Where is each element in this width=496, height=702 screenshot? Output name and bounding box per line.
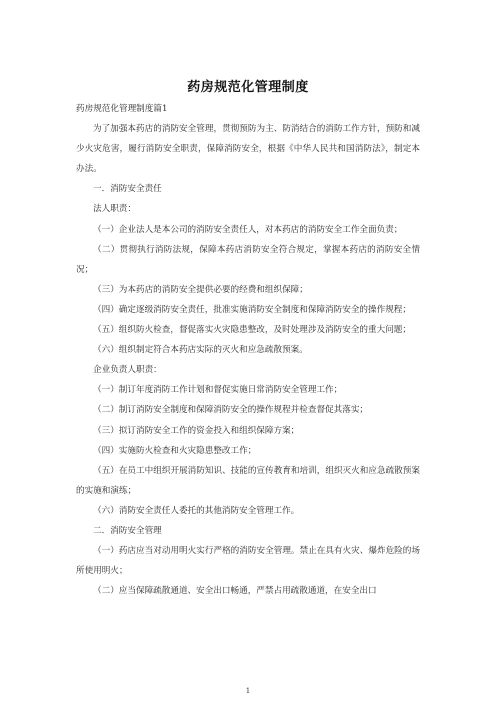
paragraph: 为了加强本药店的消防安全管理，贯彻预防为主、防消结合的消防工作方针，预防和减少火灾危害，履行消防安全职责，保障消防安全，根据《中华人民共和国消防法》，制定本办法。 — [76, 124, 420, 175]
paragraph: 二．消防安全管理 — [93, 525, 162, 536]
paragraph: （一）制订年度消防工作计划和督促实施日常消防安全管理工作； — [93, 385, 343, 396]
paragraph: （六）组织制定符合本药店实际的灭火和应急疏散预案。 — [93, 345, 308, 356]
paragraph: （五）组织防火检查，督促落实火灾隐患整改，及时处理涉及消防安全的重大问题； — [93, 325, 411, 336]
document-title: 药房规范化管理制度 — [187, 80, 309, 95]
paragraph: 企业负责人职责： — [93, 365, 162, 376]
paragraph: 药房规范化管理制度篇1 — [76, 104, 168, 114]
paragraph: （四）确定逐级消防安全责任，批准实施消防安全制度和保障消防安全的操作规程； — [93, 304, 411, 315]
paragraph: 法人职责： — [93, 204, 136, 215]
paragraph: （四）实施防火检查和火灾隐患整改工作； — [93, 445, 257, 456]
paragraph: （三）为本药店的消防安全提供必要的经费和组织保障； — [93, 284, 308, 295]
paragraph: 一．消防安全责任 — [93, 184, 162, 195]
paragraph: （一）药店应当对动用明火实行严格的消防安全管理。禁止在具有火灾、爆炸危险的场所使用明火； — [76, 546, 420, 577]
page-number: 1 — [245, 687, 251, 695]
paragraph: （二）制订消防安全制度和保障消防安全的操作规程并检查督促其落实； — [93, 405, 369, 416]
paragraph: （五）在员工中组织开展消防知识、技能的宣传教育和培训，组织灭火和应急疏散预案的实施和演练； — [76, 465, 420, 496]
paragraph: （二）贯彻执行消防法规，保障本药店消防安全符合规定，掌握本药店的消防安全情况； — [76, 244, 420, 275]
document-body — [76, 99, 420, 601]
paragraph: （六）消防安全责任人委托的其他消防安全管理工作。 — [93, 505, 300, 516]
paragraph: （二）应当保障疏散通道、安全出口畅通，严禁占用疏散通道，在安全出口 — [93, 586, 377, 597]
paragraph: （三）拟订消防安全工作的资金投入和组织保障方案； — [93, 425, 300, 436]
paragraph: （一）企业法人是本公司的消防安全责任人，对本药店的消防安全工作全面负责； — [93, 224, 403, 235]
